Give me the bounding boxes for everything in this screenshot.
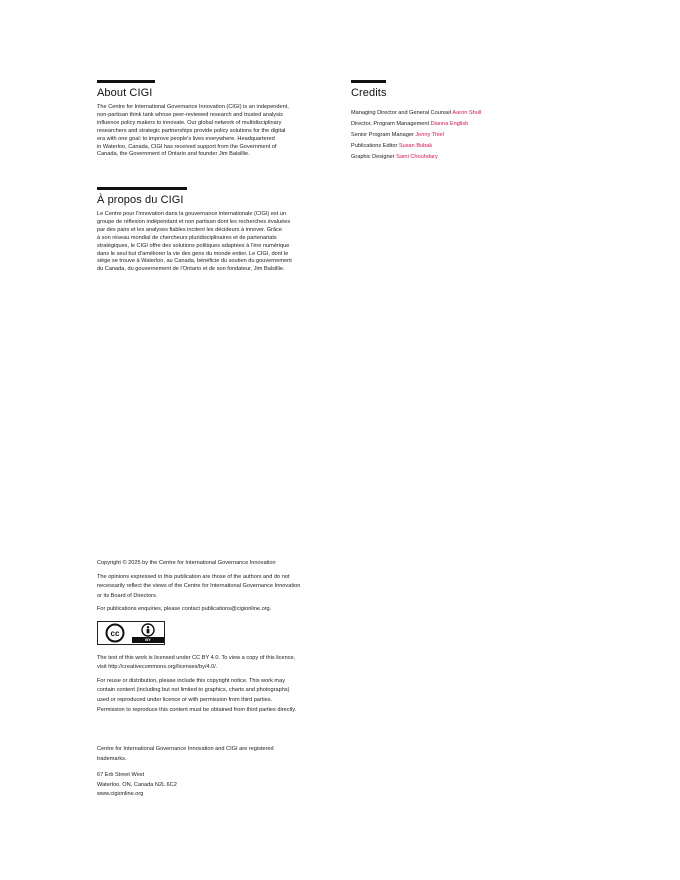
cc-by-license-badge <box>97 621 165 645</box>
credit-name: Jenny Thiel <box>415 132 444 139</box>
apropos-line: Le Centre pour l’innovation dans la gouvernance internationale (CIGI) est un <box>97 211 287 217</box>
credit-name: Dianna English <box>430 121 469 128</box>
credit-role: Publications Editor <box>351 143 398 150</box>
credit-row <box>351 108 601 119</box>
credit-role: Graphic Designer <box>351 154 395 161</box>
address-block <box>97 771 347 800</box>
reuse-line: Permission to reproduce this content must be obtained from third parties directly. <box>97 707 297 714</box>
about-line: influence policy makers to innovate. Our global network of multidisciplinary <box>97 119 282 126</box>
apropos-line: siège se trouve à Waterloo, au Canada, bénéficie du soutien du gouvernement <box>97 258 292 265</box>
about-section <box>97 80 337 159</box>
credit-row <box>351 130 601 141</box>
apropos-line: groupe de réflexion indépendant et non partisan dont les recherches évaluées <box>97 218 291 225</box>
trademarks-line: trademarks. <box>97 755 127 762</box>
credits-section <box>351 80 601 163</box>
reuse-line: For reuse or distribution, please include this copyright notice. This work may <box>97 677 285 684</box>
section-rule <box>97 187 187 190</box>
about-line: non-partisan think tank whose peer-reviewed research and trusted analysis <box>97 111 283 118</box>
apropos-line: à son réseau mondial de chercheurs pluridisciplinaires et de partenariats <box>97 234 277 241</box>
apropos-heading: À propos du CIGI <box>97 194 184 206</box>
about-paragraph <box>97 104 337 159</box>
website-link[interactable]: www.cigionline.org <box>97 791 144 797</box>
license-line: The text of this work is licensed under CC BY 4.0. To view a copy of this licence, <box>97 654 296 661</box>
apropos-line: par des pairs et les analyses fiables incitent les décideurs à innover. Grâce <box>97 226 283 233</box>
trademark-section <box>97 745 347 800</box>
opinions-line: The opinions expressed in this publication are those of the authors and do not <box>97 573 290 580</box>
legal-section <box>97 559 347 716</box>
about-heading: About CIGI <box>97 87 153 99</box>
license-line: visit http://creativecommons.org/licenses/by/4.0/. <box>97 664 218 670</box>
opinions-paragraph <box>97 573 347 602</box>
cc-icon <box>98 622 132 644</box>
section-rule <box>97 80 155 83</box>
apropos-line: dans le seul but d’améliorer la vie des gens du monde entier. Le CIGI, dont le <box>97 250 289 257</box>
credit-name: Sami Chouhdary <box>396 154 438 161</box>
reuse-paragraph <box>97 677 347 717</box>
svg-text:cc: cc <box>110 628 120 638</box>
credit-role: Senior Program Manager <box>351 132 414 139</box>
credit-name: Aaron Shull <box>452 110 482 116</box>
trademarks-line: Centre for International Governance Innovation and CIGI are registered <box>97 746 274 752</box>
credits-heading: Credits <box>351 87 387 99</box>
about-line: Canada, the Government of Ontario and founder Jim Balsillie. <box>97 151 250 158</box>
credits-list <box>351 108 601 163</box>
opinions-line: or its Board of Directors. <box>97 592 158 599</box>
address-street: 67 Erb Street West <box>97 772 145 778</box>
credit-row <box>351 141 601 152</box>
apropos-paragraph <box>97 211 337 274</box>
credit-row <box>351 119 601 130</box>
section-rule <box>351 80 386 83</box>
apropos-section <box>97 187 337 274</box>
reuse-line: used or reproduced under licence or with permission from third parties. <box>97 697 273 704</box>
apropos-line: stratégiques, le CIGI offre des solutions politiques adaptées à l’ère numérique <box>97 242 290 249</box>
about-line: in Waterloo, Canada, CIGI has received support from the Government of <box>97 143 277 150</box>
copyright-line: Copyright © 2025 by the Centre for International Governance Innovation <box>97 560 276 566</box>
credit-role: Director, Program Management <box>351 121 430 128</box>
cc-by-label: BY <box>132 637 164 643</box>
credit-row <box>351 152 601 163</box>
about-line: researchers and strategic partnerships provide policy solutions for the digital <box>97 127 286 134</box>
about-line: The Centre for International Governance Innovation (CIGI) is an independent, <box>97 104 289 110</box>
attribution-person-icon <box>141 623 155 637</box>
reuse-line: contain content (including but not limited to graphics, charts and photographs) <box>97 687 290 694</box>
address-city: Waterloo, ON, Canada N2L 6C2 <box>97 781 177 788</box>
license-paragraph <box>97 654 347 673</box>
enquiries-line: For publications enquiries, please contact publications@cigionline.org. <box>97 606 272 612</box>
apropos-line: du Canada, du gouvernement de l’Ontario et de son fondateur, Jim Balsillie. <box>97 266 285 273</box>
opinions-line: necessarily reflect the views of the Centre for International Governance Innovation <box>97 583 301 589</box>
credit-role: Managing Director and General Counsel <box>351 110 452 116</box>
about-line: era with one goal: to improve people’s lives everywhere. Headquartered <box>97 135 275 142</box>
trademarks-paragraph <box>97 745 347 764</box>
credit-name: Susan Bubak <box>398 143 433 150</box>
